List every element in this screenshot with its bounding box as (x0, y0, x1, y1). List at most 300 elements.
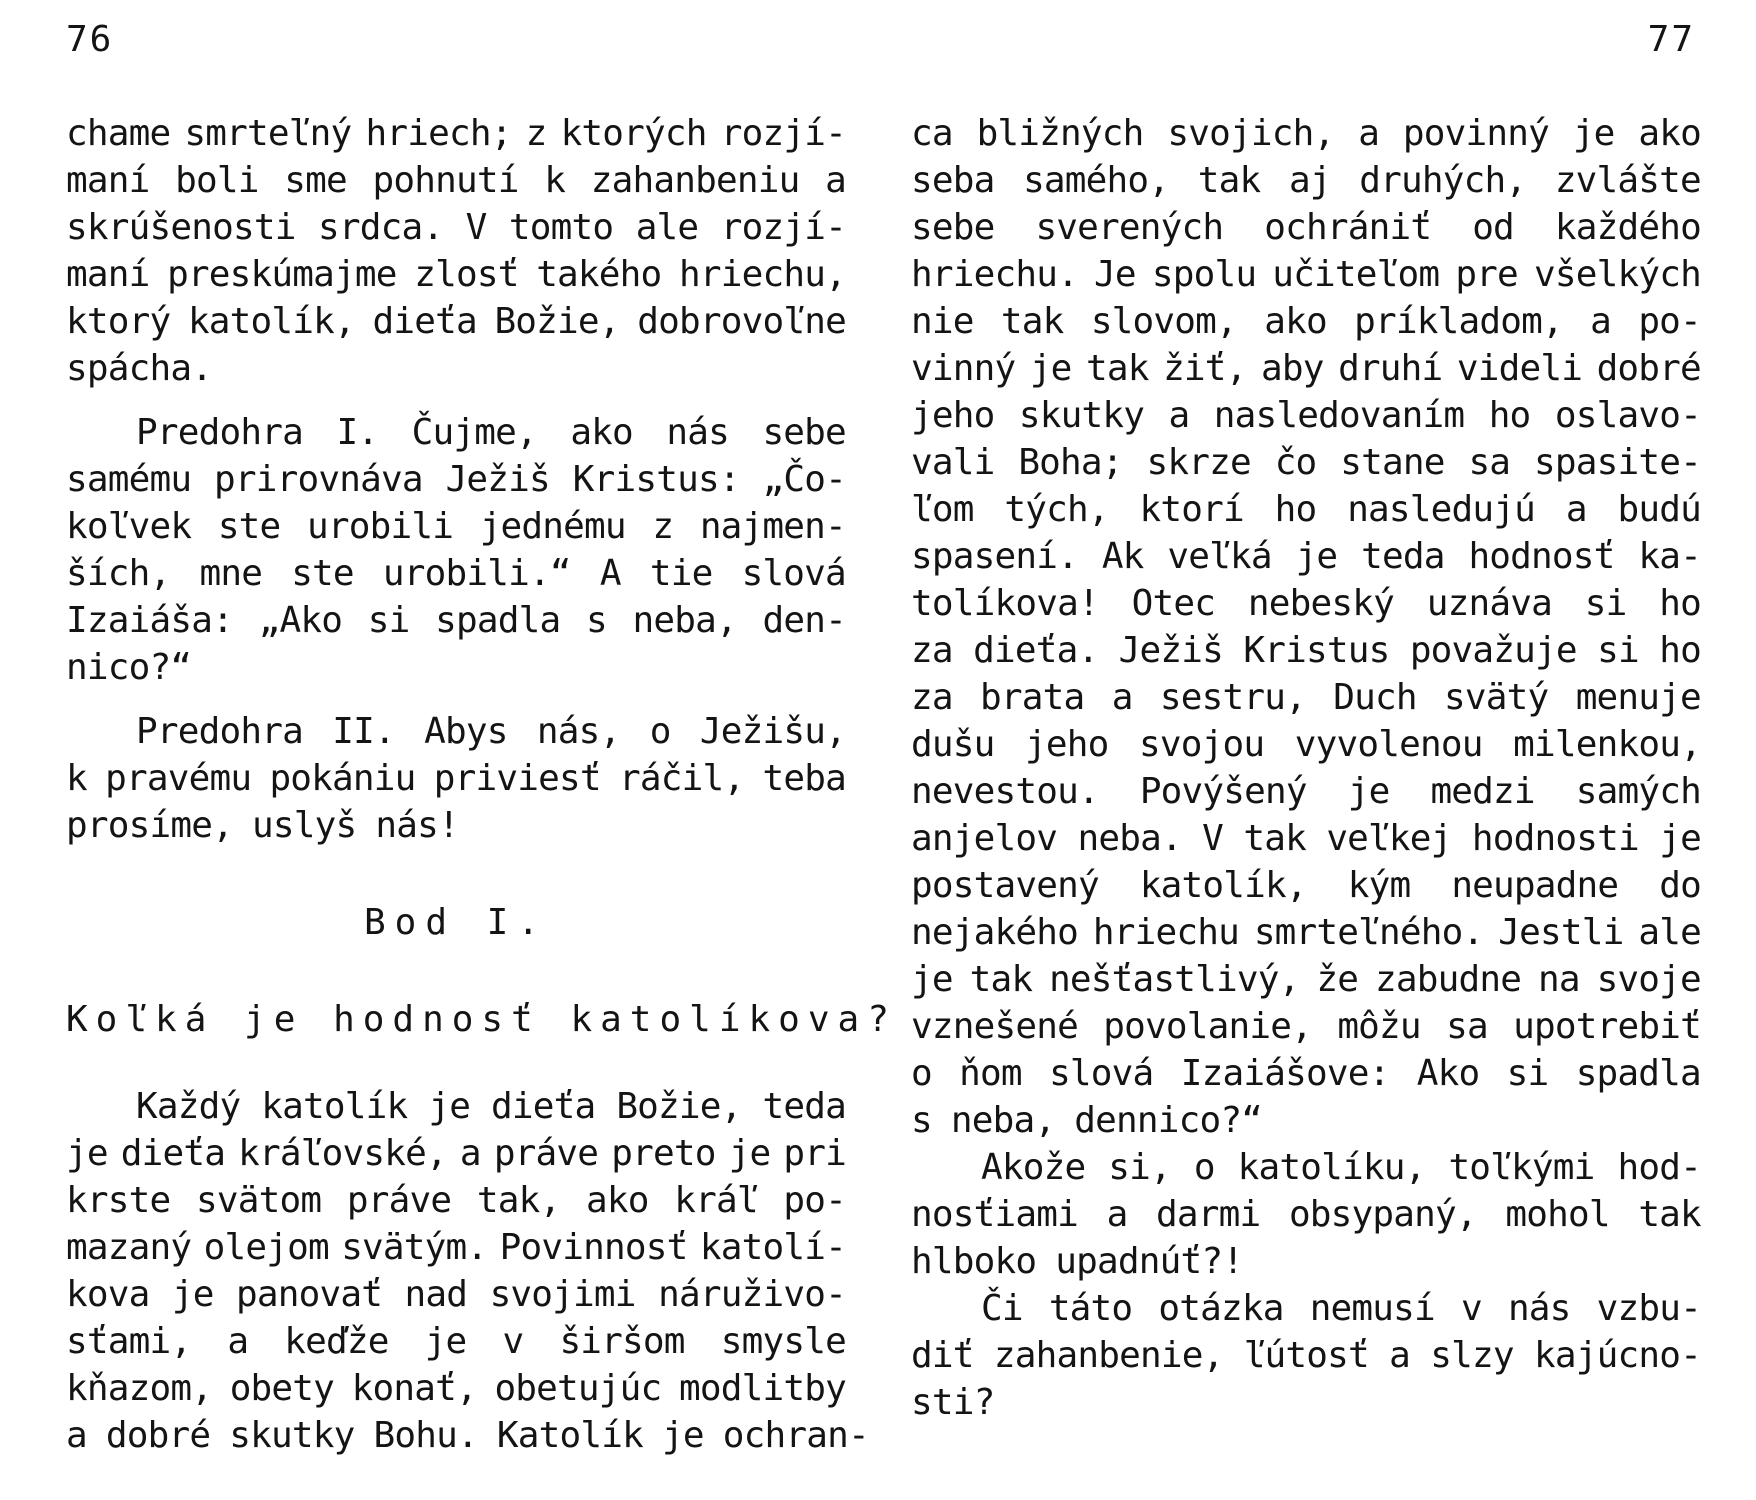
word: s (911, 1100, 932, 1141)
word: obetujúc (494, 1368, 662, 1409)
right-page-text (911, 110, 1701, 1426)
word: o (911, 1053, 932, 1094)
word: obsypaný, (1288, 1194, 1477, 1235)
text-line (911, 1097, 1701, 1144)
text-line (911, 345, 1701, 392)
word: hriechu. (911, 254, 1078, 295)
word: medzi (1430, 771, 1535, 812)
word: ktorí (1139, 489, 1244, 530)
word: obety (229, 1368, 335, 1409)
word: a (1106, 1194, 1128, 1235)
word: skutky (229, 1415, 355, 1456)
paragraph (66, 110, 846, 392)
word: každého (1554, 207, 1701, 248)
text-line (66, 503, 846, 550)
word: ale (635, 207, 699, 248)
word: sverených (1035, 207, 1224, 248)
word: žiť, (1163, 348, 1247, 389)
text-line (66, 1412, 869, 1459)
paragraph (911, 1285, 1701, 1426)
word: hod- (1617, 1147, 1701, 1188)
word: V (1202, 818, 1224, 859)
word: diť (911, 1335, 974, 1376)
word: za (911, 677, 953, 718)
word: urobili (307, 506, 454, 547)
word: Božie, (616, 1086, 742, 1127)
word: ho (1659, 583, 1701, 624)
text-line (911, 721, 1701, 768)
word: spadla (435, 600, 561, 641)
text-line (66, 251, 846, 298)
paragraph (66, 708, 846, 849)
word: dieťa (491, 1086, 596, 1127)
word: druhých, (1359, 160, 1527, 201)
word: otázka (1158, 1288, 1284, 1329)
word: je (911, 959, 953, 1000)
text-line (911, 439, 1701, 486)
word: učiteľom (1272, 254, 1440, 295)
word: videli (1456, 348, 1583, 389)
word: tak (1243, 818, 1306, 859)
word: tak (1000, 301, 1064, 342)
word: Katolík (496, 1415, 643, 1456)
text-line (911, 1285, 1701, 1332)
word: povolanie, (1103, 1006, 1313, 1047)
word: tak (1638, 1194, 1701, 1235)
word: maní (66, 160, 150, 201)
word: s (586, 600, 607, 641)
word: ňom (959, 1053, 1022, 1094)
text-line (66, 1365, 846, 1412)
word: Predohra (136, 412, 303, 453)
word: dušu (911, 724, 995, 765)
word: hriech; (365, 113, 512, 154)
word: Je (1094, 254, 1136, 295)
word: tie (649, 553, 713, 594)
word: vinný (911, 348, 1016, 389)
word: smrteľný (184, 113, 352, 154)
word: nad (404, 1274, 468, 1315)
text-line (66, 456, 846, 503)
word: táto (1048, 1288, 1133, 1329)
word: svätom (196, 1180, 322, 1221)
word: sme (284, 160, 347, 201)
word: mohol (1505, 1194, 1610, 1235)
word: panovať (236, 1274, 383, 1315)
word: nás! (375, 805, 459, 846)
word: svojich, (1167, 113, 1335, 154)
word: Ježiš (445, 459, 550, 500)
word: nevestou. (911, 771, 1099, 812)
word: príkladom, (1354, 301, 1563, 342)
word: aby (1261, 348, 1324, 389)
text-line (66, 409, 846, 456)
text-line (66, 597, 846, 644)
word: sebe (762, 412, 846, 453)
word: pokániu (269, 758, 416, 799)
word: A (599, 553, 621, 594)
word: „Ako (258, 600, 343, 641)
word: konať, (351, 1368, 477, 1409)
word: hodnosti (1471, 818, 1639, 859)
text-line (66, 755, 846, 802)
word: ste (291, 553, 354, 594)
word: jeho (911, 395, 995, 436)
word: ako (1638, 113, 1701, 154)
word: katolí- (699, 1227, 846, 1268)
word: dieťa. (973, 630, 1099, 671)
word: katolík (261, 1086, 408, 1127)
word: svojimi (489, 1274, 636, 1315)
word: zvlášte (1554, 160, 1701, 201)
word: a (227, 1321, 249, 1362)
text-line (911, 533, 1701, 580)
word: neupadne (1451, 865, 1619, 906)
word: ako (1264, 301, 1327, 342)
word: náruživo- (658, 1274, 846, 1315)
word: samých (1575, 771, 1701, 812)
word: Povinnosť (499, 1227, 688, 1268)
word: teba (762, 758, 846, 799)
word: jeho (1025, 724, 1109, 765)
heading-gap (66, 1043, 846, 1083)
word: krste (66, 1180, 171, 1221)
word: hlboko (911, 1241, 1037, 1282)
word: takého (536, 254, 662, 295)
word: mne (199, 553, 263, 594)
word: je (662, 1415, 704, 1456)
word: spadla (1575, 1053, 1701, 1094)
word: sebe (911, 207, 995, 248)
word: sti? (911, 1382, 995, 1423)
word: si (1506, 1053, 1549, 1094)
word: ste (217, 506, 281, 547)
word: samému (66, 459, 192, 500)
word: čo (1274, 442, 1317, 483)
word: ale (1638, 912, 1701, 953)
heading-gap (66, 946, 846, 996)
word: sa (1468, 442, 1511, 483)
word: olejom (203, 1227, 329, 1268)
word: menuje (1575, 677, 1701, 718)
text-line (911, 1332, 1701, 1379)
word: Ježišu, (699, 711, 846, 752)
word: zahanbenie, (993, 1335, 1224, 1376)
word: svätý (1444, 677, 1549, 718)
word: svoje (1596, 959, 1701, 1000)
word: o (1193, 1147, 1215, 1188)
word: ochrániť (1264, 207, 1432, 248)
word: Kristus (1243, 630, 1390, 671)
word: jednému (479, 506, 626, 547)
word: veľkej (1326, 818, 1452, 859)
section-heading: Bod I. (363, 902, 549, 943)
word: pohnutí (372, 160, 519, 201)
word: ochran- (722, 1415, 869, 1456)
word: je (1347, 771, 1390, 812)
word: dieťa (372, 301, 477, 342)
word: uznáva (1426, 583, 1552, 624)
word: tomto (508, 207, 614, 248)
word: upotrebiť (1513, 1006, 1701, 1047)
text-line (911, 110, 1701, 157)
word: ako (570, 412, 633, 453)
word: je (428, 1086, 471, 1127)
text-line (911, 627, 1701, 674)
page-number-left: 76 (66, 19, 114, 60)
word: si (367, 600, 410, 641)
word: slová (1049, 1053, 1154, 1094)
text-line (66, 1130, 846, 1177)
word: sa (1446, 1006, 1488, 1047)
word: si (1597, 630, 1639, 671)
word: ho (1659, 630, 1701, 671)
word: práve (346, 1180, 452, 1221)
text-line (66, 1271, 846, 1318)
word: stane (1340, 442, 1445, 483)
paragraph (911, 110, 1701, 1144)
word: tak (969, 959, 1033, 1000)
text-line (66, 644, 846, 691)
word: seba (911, 160, 995, 201)
word: upadnúť?! (1055, 1241, 1244, 1282)
text-line (66, 298, 846, 345)
word: bližných (976, 113, 1144, 154)
word: vyvolenou (1294, 724, 1483, 765)
text-line (911, 1191, 1701, 1238)
word: skutky (1018, 395, 1145, 436)
word: tých, (1004, 489, 1109, 530)
word: katolík, (1139, 865, 1307, 906)
word: aj (1288, 160, 1331, 201)
heading-gap (66, 849, 846, 899)
word: spasení. (911, 536, 1078, 577)
word: Čujme, (411, 412, 537, 453)
word: V (465, 207, 487, 248)
word: uslyš (252, 805, 357, 846)
text-line (66, 1083, 846, 1130)
word: katolík, (187, 301, 355, 342)
word: samého, (1023, 160, 1170, 201)
text-line (911, 956, 1701, 1003)
word: Bohu. (373, 1415, 478, 1456)
word: hodnosť (1468, 536, 1615, 577)
word: tak, (476, 1180, 561, 1221)
word: hriechu (1092, 912, 1239, 953)
word: dobrovoľne (637, 301, 846, 342)
word: a (1168, 395, 1190, 436)
word: Jestli (1498, 912, 1624, 953)
word: postavený (911, 865, 1099, 906)
word: pre (1455, 254, 1518, 295)
word: je (1659, 818, 1701, 859)
word: ho (1274, 489, 1317, 530)
text-line (911, 1379, 1701, 1426)
word: sťami, (66, 1321, 192, 1362)
word: prosíme, (66, 805, 233, 846)
word: zabudne (1375, 959, 1522, 1000)
word: kráľ (674, 1180, 758, 1221)
text-line (911, 486, 1701, 533)
word: druhí (1338, 348, 1443, 389)
left-page-text (66, 110, 897, 1459)
word: slzy (1430, 1335, 1514, 1376)
word: je (171, 1274, 214, 1315)
word: si (1584, 583, 1627, 624)
word: Či (981, 1288, 1023, 1329)
word: ľútosť (1243, 1335, 1369, 1376)
word: je (1572, 113, 1615, 154)
word: ráčil, (619, 758, 745, 799)
word: že (1316, 959, 1359, 1000)
word: preskúmajme (167, 254, 397, 295)
text-line (66, 708, 846, 755)
word: dobré (1596, 348, 1701, 389)
word: tak (1197, 160, 1261, 201)
paragraph (66, 409, 846, 691)
word: nico?“ (66, 647, 192, 688)
text-line (911, 815, 1701, 862)
word: pravému (105, 758, 252, 799)
word: veľká (1167, 536, 1272, 577)
word: I. (336, 412, 379, 453)
text-line (66, 802, 846, 849)
word: nejakého (911, 912, 1078, 953)
word: v (1461, 1288, 1482, 1329)
word: najmen- (699, 506, 846, 547)
word: skrúšenosti (66, 207, 296, 248)
word: je (1295, 536, 1338, 577)
word: v (502, 1321, 524, 1362)
word: nosťiami (911, 1194, 1078, 1235)
word: Ježiš (1118, 630, 1224, 671)
word: dennico?“ (1074, 1100, 1263, 1141)
word: preto (611, 1133, 716, 1174)
word: môžu (1337, 1006, 1421, 1047)
word: den- (762, 600, 846, 641)
text-line (911, 1003, 1701, 1050)
word: širšom (559, 1321, 685, 1362)
word: boli (175, 160, 259, 201)
word: Ak (1101, 536, 1144, 577)
word: spasite- (1534, 442, 1701, 483)
word: kajúcno- (1533, 1335, 1701, 1376)
word: kňazom, (66, 1368, 213, 1409)
word: k (66, 758, 87, 799)
word: Otec (1131, 583, 1216, 624)
word: milenkou, (1513, 724, 1701, 765)
word: zahanbeniu (590, 160, 800, 201)
word: anjelov (911, 818, 1058, 859)
word: brata (980, 677, 1085, 718)
word: ktorých (560, 113, 707, 154)
word: je (66, 1133, 108, 1174)
word: je (728, 1133, 771, 1174)
paragraph (911, 1144, 1701, 1285)
word: katolíku, (1237, 1147, 1426, 1188)
word: svätým. (341, 1227, 488, 1268)
word: smysle (720, 1321, 846, 1362)
word: urobili.“ (382, 553, 571, 594)
text-line (911, 909, 1701, 956)
word: a (1590, 301, 1612, 342)
word: po- (783, 1180, 846, 1221)
word: dobré (105, 1415, 211, 1456)
word: slovom, (1090, 301, 1237, 342)
word: svojou (1139, 724, 1265, 765)
word: ších, (66, 553, 171, 594)
word: tolíkova! (911, 583, 1099, 624)
word: maní (66, 254, 150, 295)
page-number-right: 77 (1647, 19, 1695, 60)
word: nebeský (1247, 583, 1394, 624)
word: do (1659, 865, 1701, 906)
section-subheading: Koľká je hodnosť katolíkova? (66, 999, 897, 1040)
word: Každý (136, 1086, 241, 1127)
word: vznešené (911, 1006, 1078, 1047)
word: smrteľného. (1253, 912, 1484, 953)
text-line (66, 1318, 846, 1365)
word: Izaiášove: (1180, 1053, 1390, 1094)
word: spácha. (66, 348, 213, 389)
word: je (424, 1321, 467, 1362)
word: nasledujú (1347, 489, 1536, 530)
word: na (1537, 959, 1580, 1000)
word: vali (911, 442, 995, 483)
word: k (544, 160, 566, 201)
word: Abys (424, 711, 508, 752)
word: toľkými (1448, 1147, 1595, 1188)
word: a (459, 1133, 481, 1174)
word: neba, (950, 1100, 1056, 1141)
word: tak (1086, 348, 1149, 389)
text-line (66, 1224, 846, 1271)
text-line (66, 157, 846, 204)
word: ca (911, 113, 953, 154)
word: budú (1617, 489, 1701, 530)
paragraph (66, 1083, 869, 1459)
word: ako (586, 1180, 649, 1221)
word: dieťa (120, 1133, 226, 1174)
word: a (1358, 113, 1380, 154)
word: ka- (1638, 536, 1701, 577)
word: slová (741, 553, 846, 594)
word: od (1472, 207, 1514, 248)
text-line (66, 345, 846, 392)
word: neba. (1077, 818, 1182, 859)
word: Akože (981, 1147, 1086, 1188)
text-line (911, 251, 1701, 298)
word: pri (783, 1133, 846, 1174)
text-line (911, 392, 1701, 439)
text-line (911, 580, 1701, 627)
word: Kristus: (572, 459, 740, 500)
word: nemusí (1309, 1288, 1435, 1329)
text-line (911, 1144, 1701, 1191)
text-line (911, 674, 1701, 721)
word: práve (493, 1133, 599, 1174)
word: po- (1638, 301, 1701, 342)
word: oslavo- (1554, 395, 1701, 436)
word: nás, (536, 711, 621, 752)
paragraph-gap (66, 691, 846, 708)
word: ho (1488, 395, 1531, 436)
word: a (825, 160, 846, 201)
text-line (66, 110, 846, 157)
word: keďže (284, 1321, 389, 1362)
word: povinný (1402, 113, 1549, 154)
word: skrze (1146, 442, 1251, 483)
